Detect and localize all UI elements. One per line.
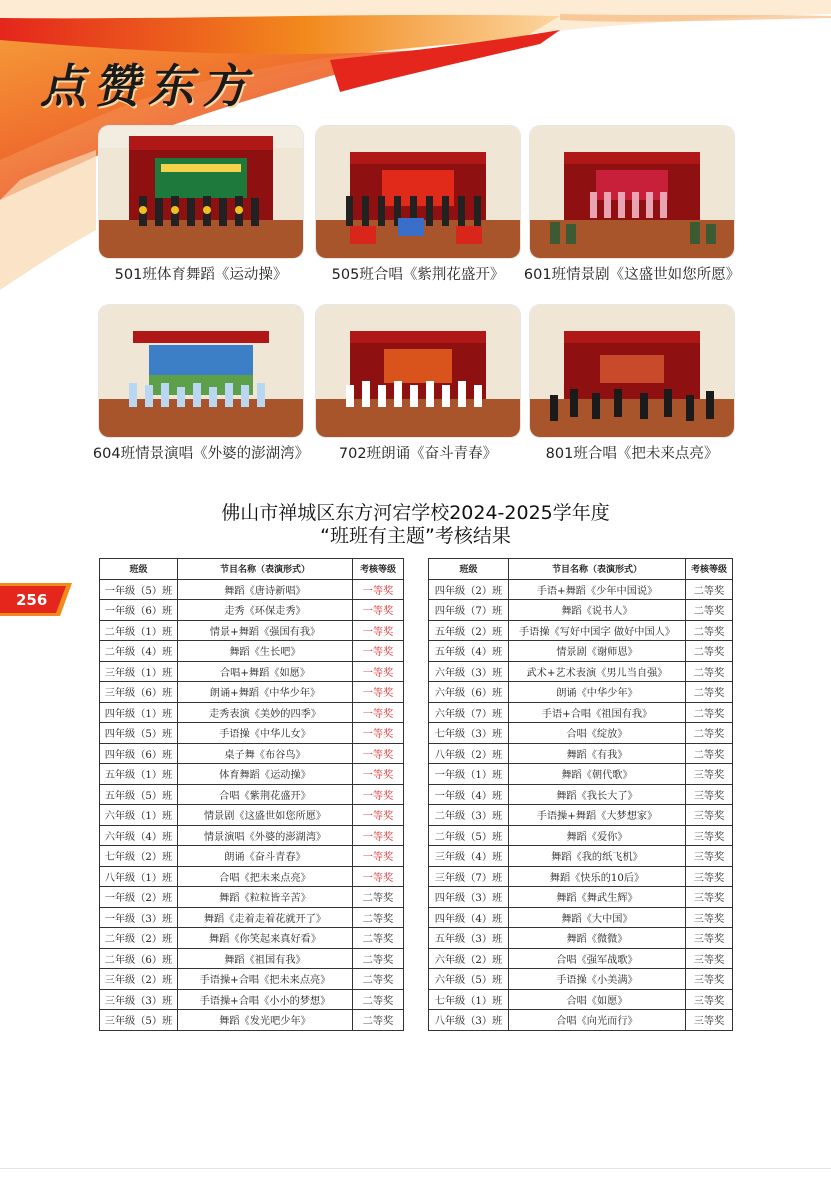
program-cell: 合唱《绽放》: [509, 723, 686, 744]
class-cell: 三年级（5）班: [100, 1010, 178, 1031]
program-cell: 走秀表演《美妙的四季》: [178, 702, 353, 723]
program-cell: 舞蹈《生长吧》: [178, 641, 353, 662]
grade-cell: 三等奖: [686, 805, 733, 826]
footer-divider: [0, 1168, 831, 1169]
class-cell: 三年级（2）班: [100, 969, 178, 990]
grade-cell: 二等奖: [686, 682, 733, 703]
grade-cell: 一等奖: [353, 620, 404, 641]
grade-cell: 一等奖: [353, 866, 404, 887]
table-row: [100, 846, 404, 867]
page-number: 256: [16, 591, 48, 609]
class-cell: 八年级（2）班: [429, 743, 509, 764]
table-row: [429, 641, 733, 662]
table-row: [100, 866, 404, 887]
class-cell: 三年级（7）班: [429, 866, 509, 887]
table-row: [429, 928, 733, 949]
class-cell: 二年级（2）班: [100, 928, 178, 949]
class-cell: 二年级（4）班: [100, 641, 178, 662]
table-row: [100, 948, 404, 969]
table-row: [100, 702, 404, 723]
table-row: [100, 723, 404, 744]
performance-photo: [316, 126, 520, 258]
grade-cell: 三等奖: [686, 907, 733, 928]
class-cell: 七年级（2）班: [100, 846, 178, 867]
class-cell: 四年级（2）班: [429, 579, 509, 600]
grade-cell: 一等奖: [353, 764, 404, 785]
class-cell: 六年级（7）班: [429, 702, 509, 723]
table-row: [100, 825, 404, 846]
program-cell: 朗诵《奋斗青春》: [178, 846, 353, 867]
table-row: [100, 887, 404, 908]
program-cell: 手语操《中华儿女》: [178, 723, 353, 744]
grade-cell: 二等奖: [353, 887, 404, 908]
grade-cell: 一等奖: [353, 661, 404, 682]
grade-cell: 二等奖: [353, 948, 404, 969]
page-title: 点赞东方: [37, 59, 266, 113]
table-row: [429, 1010, 733, 1031]
class-cell: 四年级（4）班: [429, 907, 509, 928]
class-cell: 一年级（3）班: [100, 907, 178, 928]
grade-cell: 二等奖: [686, 600, 733, 621]
table-row: [100, 600, 404, 621]
grade-cell: 一等奖: [353, 825, 404, 846]
class-cell: 五年级（4）班: [429, 641, 509, 662]
table-row: [100, 907, 404, 928]
table-row: [100, 641, 404, 662]
program-cell: 舞蹈《祖国有我》: [178, 948, 353, 969]
performance-photo: [530, 305, 734, 437]
table-row: [429, 682, 733, 703]
program-cell: 舞蹈《微微》: [509, 928, 686, 949]
program-cell: 情景+舞蹈《强国有我》: [178, 620, 353, 641]
program-cell: 手语+合唱《祖国有我》: [509, 702, 686, 723]
grade-cell: 三等奖: [686, 989, 733, 1010]
table-row: [429, 723, 733, 744]
class-cell: 二年级（3）班: [429, 805, 509, 826]
table-row: [100, 805, 404, 826]
program-cell: 朗诵《中华少年》: [509, 682, 686, 703]
grade-cell: 一等奖: [353, 579, 404, 600]
photo-caption: 505班合唱《紫荆花盛开》: [331, 267, 505, 283]
grade-cell: 一等奖: [353, 723, 404, 744]
table-row: [429, 887, 733, 908]
table-row: [429, 579, 733, 600]
table-row: [100, 764, 404, 785]
performance-photo: [316, 305, 520, 437]
program-cell: 合唱《强军战歌》: [509, 948, 686, 969]
class-cell: 一年级（5）班: [100, 579, 178, 600]
program-cell: 情景剧《谢师恩》: [509, 641, 686, 662]
program-cell: 手语操《写好中国字 做好中国人》: [509, 620, 686, 641]
table-row: [429, 784, 733, 805]
photo-caption: 702班朗诵《奋斗青春》: [338, 446, 498, 462]
grade-cell: 二等奖: [686, 723, 733, 744]
table-row: [429, 805, 733, 826]
class-cell: 三年级（6）班: [100, 682, 178, 703]
grade-cell: 二等奖: [353, 907, 404, 928]
photo-caption: 604班情景演唱《外婆的澎湖湾》: [92, 446, 310, 462]
program-cell: 手语操+舞蹈《大梦想家》: [509, 805, 686, 826]
program-cell: 手语操+合唱《小小的梦想》: [178, 989, 353, 1010]
class-cell: 三年级（4）班: [429, 846, 509, 867]
grade-cell: 三等奖: [686, 825, 733, 846]
grade-cell: 一等奖: [353, 846, 404, 867]
column-header-grade: 考核等级: [353, 559, 404, 580]
grade-cell: 二等奖: [353, 1010, 404, 1031]
class-cell: 一年级（6）班: [100, 600, 178, 621]
program-cell: 舞蹈《朝代歌》: [509, 764, 686, 785]
grade-cell: 一等奖: [353, 702, 404, 723]
grade-cell: 二等奖: [686, 620, 733, 641]
grade-cell: 三等奖: [686, 948, 733, 969]
table-row: [429, 600, 733, 621]
grade-cell: 二等奖: [686, 579, 733, 600]
grade-cell: 三等奖: [686, 784, 733, 805]
grade-cell: 一等奖: [353, 641, 404, 662]
program-cell: 舞蹈《说书人》: [509, 600, 686, 621]
grade-cell: 二等奖: [353, 969, 404, 990]
class-cell: 三年级（3）班: [100, 989, 178, 1010]
class-cell: 二年级（5）班: [429, 825, 509, 846]
grade-cell: 二等奖: [353, 989, 404, 1010]
photo-caption: 801班合唱《把未来点亮》: [545, 446, 719, 462]
table-row: [429, 661, 733, 682]
results-table-right: [428, 558, 733, 1031]
table-row: [100, 989, 404, 1010]
performance-photo: [530, 126, 734, 258]
table-row: [429, 743, 733, 764]
class-cell: 六年级（4）班: [100, 825, 178, 846]
grade-cell: 一等奖: [353, 743, 404, 764]
class-cell: 六年级（1）班: [100, 805, 178, 826]
grade-cell: 一等奖: [353, 805, 404, 826]
program-cell: 舞蹈《唐诗新唱》: [178, 579, 353, 600]
class-cell: 五年级（2）班: [429, 620, 509, 641]
program-cell: 合唱《紫荆花盛开》: [178, 784, 353, 805]
class-cell: 一年级（1）班: [429, 764, 509, 785]
grade-cell: 三等奖: [686, 928, 733, 949]
table-row: [100, 969, 404, 990]
table-row: [100, 784, 404, 805]
table-row: [429, 948, 733, 969]
column-header-program: 节目名称（表演形式）: [178, 559, 353, 580]
program-cell: 合唱+舞蹈《如愿》: [178, 661, 353, 682]
results-heading-line1: 佛山市禅城区东方河宕学校2024-2025学年度: [221, 502, 610, 524]
table-row: [100, 1010, 404, 1031]
grade-cell: 一等奖: [353, 784, 404, 805]
class-cell: 八年级（1）班: [100, 866, 178, 887]
table-row: [429, 764, 733, 785]
grade-cell: 二等奖: [686, 702, 733, 723]
grade-cell: 二等奖: [686, 661, 733, 682]
program-cell: 合唱《把未来点亮》: [178, 866, 353, 887]
program-cell: 舞蹈《舞武生辉》: [509, 887, 686, 908]
table-row: [429, 969, 733, 990]
column-header-class: 班级: [100, 559, 178, 580]
program-cell: 舞蹈《有我》: [509, 743, 686, 764]
class-cell: 二年级（6）班: [100, 948, 178, 969]
class-cell: 四年级（1）班: [100, 702, 178, 723]
class-cell: 一年级（2）班: [100, 887, 178, 908]
program-cell: 朗诵+舞蹈《中华少年》: [178, 682, 353, 703]
table-row: [100, 928, 404, 949]
table-row: [100, 682, 404, 703]
grade-cell: 三等奖: [686, 764, 733, 785]
class-cell: 四年级（6）班: [100, 743, 178, 764]
class-cell: 四年级（7）班: [429, 600, 509, 621]
program-cell: 手语+舞蹈《少年中国说》: [509, 579, 686, 600]
class-cell: 六年级（3）班: [429, 661, 509, 682]
grade-cell: 二等奖: [353, 928, 404, 949]
program-cell: 舞蹈《我长大了》: [509, 784, 686, 805]
program-cell: 舞蹈《走着走着花就开了》: [178, 907, 353, 928]
table-row: [100, 579, 404, 600]
program-cell: 体育舞蹈《运动操》: [178, 764, 353, 785]
grade-cell: 三等奖: [686, 887, 733, 908]
program-cell: 武术+艺术表演《男儿当自强》: [509, 661, 686, 682]
table-row: [429, 825, 733, 846]
program-cell: 舞蹈《我的纸飞机》: [509, 846, 686, 867]
table-row: [429, 907, 733, 928]
column-header-class: 班级: [429, 559, 509, 580]
column-header-grade: 考核等级: [686, 559, 733, 580]
class-cell: 四年级（3）班: [429, 887, 509, 908]
grade-cell: 二等奖: [686, 641, 733, 662]
program-cell: 舞蹈《大中国》: [509, 907, 686, 928]
performance-photo: [99, 305, 303, 437]
table-row: [429, 620, 733, 641]
table-row: [429, 702, 733, 723]
class-cell: 二年级（1）班: [100, 620, 178, 641]
performance-photo: [99, 126, 303, 258]
class-cell: 八年级（3）班: [429, 1010, 509, 1031]
grade-cell: 一等奖: [353, 682, 404, 703]
grade-cell: 一等奖: [353, 600, 404, 621]
program-cell: 合唱《向光而行》: [509, 1010, 686, 1031]
program-cell: 走秀《环保走秀》: [178, 600, 353, 621]
class-cell: 五年级（3）班: [429, 928, 509, 949]
program-cell: 情景演唱《外婆的澎湖湾》: [178, 825, 353, 846]
program-cell: 舞蹈《爱你》: [509, 825, 686, 846]
table-row: [100, 661, 404, 682]
program-cell: 合唱《如愿》: [509, 989, 686, 1010]
program-cell: 手语操+合唱《把未来点亮》: [178, 969, 353, 990]
column-header-program: 节目名称（表演形式）: [509, 559, 686, 580]
class-cell: 七年级（1）班: [429, 989, 509, 1010]
program-cell: 舞蹈《快乐的10后》: [509, 866, 686, 887]
program-cell: 手语操《小美满》: [509, 969, 686, 990]
class-cell: 六年级（5）班: [429, 969, 509, 990]
results-table-left: [99, 558, 404, 1031]
grade-cell: 三等奖: [686, 866, 733, 887]
program-cell: 舞蹈《发光吧少年》: [178, 1010, 353, 1031]
class-cell: 五年级（5）班: [100, 784, 178, 805]
grade-cell: 三等奖: [686, 846, 733, 867]
photo-caption: 601班情景剧《这盛世如您所愿》: [523, 267, 741, 283]
class-cell: 七年级（3）班: [429, 723, 509, 744]
class-cell: 六年级（2）班: [429, 948, 509, 969]
class-cell: 一年级（4）班: [429, 784, 509, 805]
grade-cell: 二等奖: [686, 743, 733, 764]
program-cell: 情景剧《这盛世如您所愿》: [178, 805, 353, 826]
class-cell: 三年级（1）班: [100, 661, 178, 682]
table-row: [429, 846, 733, 867]
grade-cell: 三等奖: [686, 969, 733, 990]
photo-caption: 501班体育舞蹈《运动操》: [114, 267, 288, 283]
class-cell: 六年级（6）班: [429, 682, 509, 703]
class-cell: 五年级（1）班: [100, 764, 178, 785]
table-row: [100, 743, 404, 764]
class-cell: 四年级（5）班: [100, 723, 178, 744]
program-cell: 舞蹈《你笑起来真好看》: [178, 928, 353, 949]
table-row: [429, 866, 733, 887]
program-cell: 舞蹈《粒粒皆辛苦》: [178, 887, 353, 908]
grade-cell: 三等奖: [686, 1010, 733, 1031]
table-row: [100, 620, 404, 641]
program-cell: 桌子舞《布谷鸟》: [178, 743, 353, 764]
table-row: [429, 989, 733, 1010]
results-heading-line2: “班班有主题”考核结果: [320, 525, 511, 547]
